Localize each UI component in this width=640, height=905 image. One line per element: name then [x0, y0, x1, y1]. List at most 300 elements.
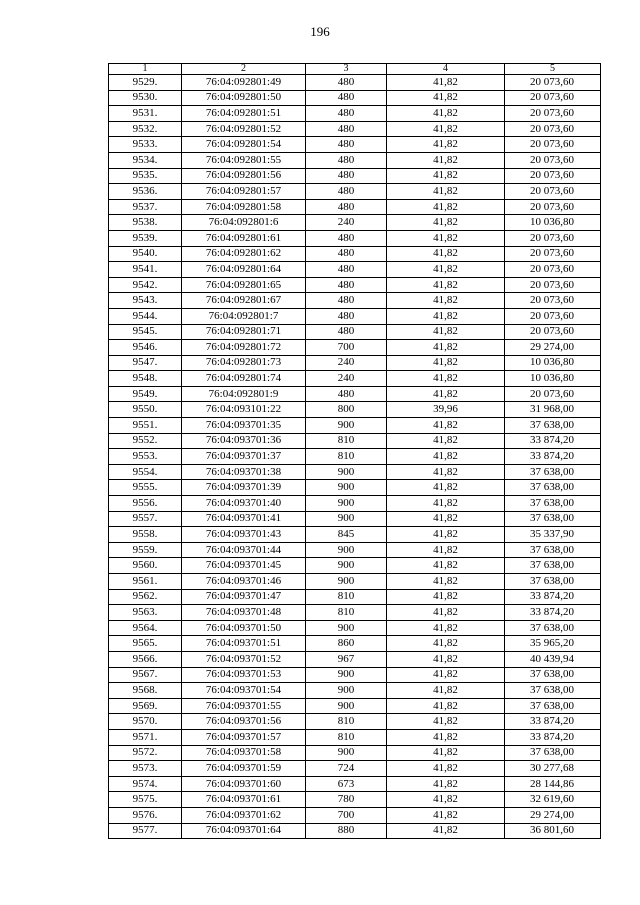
- table-row: [109, 464, 601, 480]
- rate-cell: 41,82: [387, 636, 505, 652]
- row-number-cell: 9561.: [109, 574, 182, 590]
- cadastral-number-cell: 76:04:092801:52: [182, 121, 306, 137]
- amount-cell: 32 619,60: [505, 792, 601, 808]
- area-cell: 900: [306, 511, 387, 527]
- area-cell: 800: [306, 402, 387, 418]
- table-row: [109, 698, 601, 714]
- rate-cell: 41,82: [387, 355, 505, 371]
- rate-cell: 41,82: [387, 729, 505, 745]
- table-row: [109, 262, 601, 278]
- table-row: [109, 511, 601, 527]
- row-number-cell: 9556.: [109, 496, 182, 512]
- area-cell: 900: [306, 745, 387, 761]
- amount-cell: 20 073,60: [505, 168, 601, 184]
- row-number-cell: 9529.: [109, 75, 182, 91]
- rate-cell: 41,82: [387, 651, 505, 667]
- data-table: [108, 63, 601, 839]
- amount-cell: 20 073,60: [505, 90, 601, 106]
- cadastral-number-cell: 76:04:093701:38: [182, 464, 306, 480]
- area-cell: 480: [306, 386, 387, 402]
- row-number-cell: 9537.: [109, 199, 182, 215]
- area-cell: 900: [306, 574, 387, 590]
- table-row: [109, 651, 601, 667]
- row-number-cell: 9566.: [109, 651, 182, 667]
- table-row: [109, 792, 601, 808]
- table-row: [109, 308, 601, 324]
- table-row: [109, 215, 601, 231]
- cadastral-number-cell: 76:04:092801:49: [182, 75, 306, 91]
- area-cell: 880: [306, 823, 387, 839]
- amount-cell: 37 638,00: [505, 464, 601, 480]
- area-cell: 480: [306, 106, 387, 122]
- rate-cell: 41,82: [387, 823, 505, 839]
- rate-cell: 41,82: [387, 262, 505, 278]
- table-row: [109, 277, 601, 293]
- amount-cell: 10 036,80: [505, 355, 601, 371]
- cadastral-number-cell: 76:04:092801:72: [182, 340, 306, 356]
- rate-cell: 41,82: [387, 698, 505, 714]
- rate-cell: 41,82: [387, 168, 505, 184]
- cadastral-number-cell: 76:04:093701:43: [182, 527, 306, 543]
- cadastral-number-cell: 76:04:093701:47: [182, 589, 306, 605]
- area-cell: 480: [306, 199, 387, 215]
- row-number-cell: 9552.: [109, 433, 182, 449]
- amount-cell: 37 638,00: [505, 667, 601, 683]
- table-row: [109, 527, 601, 543]
- row-number-cell: 9562.: [109, 589, 182, 605]
- cadastral-number-cell: 76:04:092801:9: [182, 386, 306, 402]
- table-row: [109, 433, 601, 449]
- table-body: [109, 75, 601, 839]
- amount-cell: 20 073,60: [505, 152, 601, 168]
- row-number-cell: 9543.: [109, 293, 182, 309]
- amount-cell: 36 801,60: [505, 823, 601, 839]
- rate-cell: 41,82: [387, 496, 505, 512]
- cadastral-number-cell: 76:04:093701:58: [182, 745, 306, 761]
- rate-cell: 41,82: [387, 184, 505, 200]
- row-number-cell: 9549.: [109, 386, 182, 402]
- row-number-cell: 9541.: [109, 262, 182, 278]
- table-row: [109, 246, 601, 262]
- rate-cell: 41,82: [387, 293, 505, 309]
- table-row: [109, 184, 601, 200]
- amount-cell: 20 073,60: [505, 137, 601, 153]
- area-cell: 673: [306, 776, 387, 792]
- table-row: [109, 683, 601, 699]
- table-row: [109, 496, 601, 512]
- amount-cell: 35 965,20: [505, 636, 601, 652]
- amount-cell: 20 073,60: [505, 246, 601, 262]
- table-row: [109, 418, 601, 434]
- rate-cell: 41,82: [387, 527, 505, 543]
- area-cell: 700: [306, 807, 387, 823]
- amount-cell: 20 073,60: [505, 293, 601, 309]
- row-number-cell: 9536.: [109, 184, 182, 200]
- rate-cell: 41,82: [387, 574, 505, 590]
- area-cell: 240: [306, 215, 387, 231]
- row-number-cell: 9539.: [109, 230, 182, 246]
- rate-cell: 41,82: [387, 807, 505, 823]
- area-cell: 480: [306, 184, 387, 200]
- row-number-cell: 9573.: [109, 761, 182, 777]
- amount-cell: 37 638,00: [505, 511, 601, 527]
- row-number-cell: 9548.: [109, 371, 182, 387]
- table-header: [109, 64, 601, 75]
- rate-cell: 41,82: [387, 464, 505, 480]
- cadastral-number-cell: 76:04:092801:58: [182, 199, 306, 215]
- cadastral-number-cell: 76:04:093701:39: [182, 480, 306, 496]
- cadastral-number-cell: 76:04:093101:22: [182, 402, 306, 418]
- table-row: [109, 121, 601, 137]
- table-row: [109, 402, 601, 418]
- cadastral-number-cell: 76:04:093701:45: [182, 558, 306, 574]
- table-row: [109, 324, 601, 340]
- rate-cell: 41,82: [387, 761, 505, 777]
- rate-cell: 41,82: [387, 324, 505, 340]
- row-number-cell: 9567.: [109, 667, 182, 683]
- cadastral-number-cell: 76:04:092801:67: [182, 293, 306, 309]
- cadastral-number-cell: 76:04:092801:71: [182, 324, 306, 340]
- amount-cell: 29 274,00: [505, 807, 601, 823]
- row-number-cell: 9533.: [109, 137, 182, 153]
- cadastral-number-cell: 76:04:092801:74: [182, 371, 306, 387]
- table-row: [109, 667, 601, 683]
- table-row: [109, 729, 601, 745]
- rate-cell: 41,82: [387, 480, 505, 496]
- table-row: [109, 574, 601, 590]
- area-cell: 240: [306, 371, 387, 387]
- area-cell: 700: [306, 340, 387, 356]
- cadastral-number-cell: 76:04:093701:55: [182, 698, 306, 714]
- table-row: [109, 137, 601, 153]
- table-row: [109, 293, 601, 309]
- rate-cell: 41,82: [387, 246, 505, 262]
- row-number-cell: 9544.: [109, 308, 182, 324]
- row-number-cell: 9557.: [109, 511, 182, 527]
- area-cell: 900: [306, 620, 387, 636]
- cadastral-number-cell: 76:04:092801:62: [182, 246, 306, 262]
- amount-cell: 37 638,00: [505, 698, 601, 714]
- rate-cell: 39,96: [387, 402, 505, 418]
- rate-cell: 41,82: [387, 589, 505, 605]
- row-number-cell: 9532.: [109, 121, 182, 137]
- row-number-cell: 9575.: [109, 792, 182, 808]
- table-row: [109, 776, 601, 792]
- amount-cell: 31 968,00: [505, 402, 601, 418]
- area-cell: 480: [306, 246, 387, 262]
- table-row: [109, 589, 601, 605]
- rate-cell: 41,82: [387, 418, 505, 434]
- area-cell: 900: [306, 496, 387, 512]
- table-row: [109, 168, 601, 184]
- area-cell: 860: [306, 636, 387, 652]
- amount-cell: 33 874,20: [505, 449, 601, 465]
- area-cell: 810: [306, 449, 387, 465]
- row-number-cell: 9555.: [109, 480, 182, 496]
- table-row: [109, 340, 601, 356]
- amount-cell: 37 638,00: [505, 542, 601, 558]
- cadastral-number-cell: 76:04:092801:57: [182, 184, 306, 200]
- row-number-cell: 9546.: [109, 340, 182, 356]
- row-number-cell: 9570.: [109, 714, 182, 730]
- cadastral-number-cell: 76:04:093701:51: [182, 636, 306, 652]
- table-row: [109, 75, 601, 91]
- table-row: [109, 106, 601, 122]
- page-number: 196: [310, 24, 330, 39]
- table-row: [109, 807, 601, 823]
- area-cell: 900: [306, 558, 387, 574]
- row-number-cell: 9576.: [109, 807, 182, 823]
- area-cell: 480: [306, 308, 387, 324]
- area-cell: 900: [306, 667, 387, 683]
- area-cell: 900: [306, 480, 387, 496]
- cadastral-number-cell: 76:04:092801:56: [182, 168, 306, 184]
- cadastral-number-cell: 76:04:093701:64: [182, 823, 306, 839]
- area-cell: 480: [306, 262, 387, 278]
- cadastral-number-cell: 76:04:093701:50: [182, 620, 306, 636]
- cadastral-number-cell: 76:04:093701:40: [182, 496, 306, 512]
- row-number-cell: 9554.: [109, 464, 182, 480]
- area-cell: 480: [306, 230, 387, 246]
- cadastral-number-cell: 76:04:092801:6: [182, 215, 306, 231]
- rate-cell: 41,82: [387, 106, 505, 122]
- amount-cell: 20 073,60: [505, 277, 601, 293]
- row-number-cell: 9535.: [109, 168, 182, 184]
- row-number-cell: 9572.: [109, 745, 182, 761]
- table-row: [109, 355, 601, 371]
- row-number-cell: 9564.: [109, 620, 182, 636]
- row-number-cell: 9558.: [109, 527, 182, 543]
- row-number-cell: 9550.: [109, 402, 182, 418]
- row-number-cell: 9571.: [109, 729, 182, 745]
- amount-cell: 37 638,00: [505, 574, 601, 590]
- table-row: [109, 199, 601, 215]
- cadastral-number-cell: 76:04:093701:60: [182, 776, 306, 792]
- row-number-cell: 9568.: [109, 683, 182, 699]
- column-header-5: 5: [505, 64, 601, 75]
- cadastral-number-cell: 76:04:092801:64: [182, 262, 306, 278]
- column-header-3: 3: [306, 64, 387, 75]
- table-row: [109, 620, 601, 636]
- table-row: [109, 90, 601, 106]
- rate-cell: 41,82: [387, 90, 505, 106]
- area-cell: 480: [306, 293, 387, 309]
- amount-cell: 37 638,00: [505, 620, 601, 636]
- amount-cell: 28 144,86: [505, 776, 601, 792]
- table-row: [109, 371, 601, 387]
- rate-cell: 41,82: [387, 511, 505, 527]
- table-row: [109, 152, 601, 168]
- cadastral-number-cell: 76:04:092801:51: [182, 106, 306, 122]
- rate-cell: 41,82: [387, 340, 505, 356]
- cadastral-number-cell: 76:04:093701:41: [182, 511, 306, 527]
- amount-cell: 37 638,00: [505, 496, 601, 512]
- amount-cell: 40 439,94: [505, 651, 601, 667]
- rate-cell: 41,82: [387, 620, 505, 636]
- rate-cell: 41,82: [387, 277, 505, 293]
- rate-cell: 41,82: [387, 152, 505, 168]
- amount-cell: 10 036,80: [505, 371, 601, 387]
- amount-cell: 20 073,60: [505, 230, 601, 246]
- amount-cell: 20 073,60: [505, 184, 601, 200]
- cadastral-number-cell: 76:04:093701:36: [182, 433, 306, 449]
- cadastral-number-cell: 76:04:093701:48: [182, 605, 306, 621]
- area-cell: 810: [306, 605, 387, 621]
- row-number-cell: 9563.: [109, 605, 182, 621]
- table-row: [109, 558, 601, 574]
- table-row: [109, 386, 601, 402]
- table-row: [109, 480, 601, 496]
- table-row: [109, 745, 601, 761]
- header-row: [109, 64, 601, 75]
- amount-cell: 29 274,00: [505, 340, 601, 356]
- cadastral-number-cell: 76:04:093701:54: [182, 683, 306, 699]
- amount-cell: 20 073,60: [505, 106, 601, 122]
- rate-cell: 41,82: [387, 449, 505, 465]
- cadastral-number-cell: 76:04:093701:61: [182, 792, 306, 808]
- rate-cell: 41,82: [387, 683, 505, 699]
- cadastral-number-cell: 76:04:093701:46: [182, 574, 306, 590]
- cadastral-number-cell: 76:04:092801:73: [182, 355, 306, 371]
- cadastral-number-cell: 76:04:092801:54: [182, 137, 306, 153]
- area-cell: 480: [306, 152, 387, 168]
- column-header-1: 1: [109, 64, 182, 75]
- rate-cell: 41,82: [387, 308, 505, 324]
- table-row: [109, 605, 601, 621]
- cadastral-number-cell: 76:04:092801:65: [182, 277, 306, 293]
- cadastral-number-cell: 76:04:093701:37: [182, 449, 306, 465]
- amount-cell: 37 638,00: [505, 745, 601, 761]
- row-number-cell: 9560.: [109, 558, 182, 574]
- row-number-cell: 9569.: [109, 698, 182, 714]
- cadastral-number-cell: 76:04:092801:55: [182, 152, 306, 168]
- area-cell: 480: [306, 137, 387, 153]
- area-cell: 480: [306, 121, 387, 137]
- rate-cell: 41,82: [387, 386, 505, 402]
- row-number-cell: 9577.: [109, 823, 182, 839]
- cadastral-number-cell: 76:04:092801:7: [182, 308, 306, 324]
- amount-cell: 20 073,60: [505, 199, 601, 215]
- cadastral-number-cell: 76:04:092801:50: [182, 90, 306, 106]
- area-cell: 967: [306, 651, 387, 667]
- table-row: [109, 542, 601, 558]
- table-row: [109, 761, 601, 777]
- amount-cell: 20 073,60: [505, 75, 601, 91]
- area-cell: 480: [306, 168, 387, 184]
- row-number-cell: 9530.: [109, 90, 182, 106]
- rate-cell: 41,82: [387, 75, 505, 91]
- row-number-cell: 9547.: [109, 355, 182, 371]
- area-cell: 900: [306, 418, 387, 434]
- amount-cell: 33 874,20: [505, 433, 601, 449]
- area-cell: 810: [306, 433, 387, 449]
- cadastral-number-cell: 76:04:093701:56: [182, 714, 306, 730]
- amount-cell: 37 638,00: [505, 480, 601, 496]
- column-header-2: 2: [182, 64, 306, 75]
- area-cell: 240: [306, 355, 387, 371]
- rate-cell: 41,82: [387, 745, 505, 761]
- rate-cell: 41,82: [387, 371, 505, 387]
- rate-cell: 41,82: [387, 667, 505, 683]
- area-cell: 810: [306, 729, 387, 745]
- table-row: [109, 230, 601, 246]
- row-number-cell: 9551.: [109, 418, 182, 434]
- amount-cell: 20 073,60: [505, 262, 601, 278]
- row-number-cell: 9534.: [109, 152, 182, 168]
- column-header-4: 4: [387, 64, 505, 75]
- rate-cell: 41,82: [387, 433, 505, 449]
- rate-cell: 41,82: [387, 137, 505, 153]
- amount-cell: 37 638,00: [505, 558, 601, 574]
- amount-cell: 33 874,20: [505, 729, 601, 745]
- rate-cell: 41,82: [387, 230, 505, 246]
- amount-cell: 10 036,80: [505, 215, 601, 231]
- row-number-cell: 9545.: [109, 324, 182, 340]
- table-row: [109, 714, 601, 730]
- amount-cell: 20 073,60: [505, 121, 601, 137]
- amount-cell: 37 638,00: [505, 683, 601, 699]
- row-number-cell: 9565.: [109, 636, 182, 652]
- amount-cell: 35 337,90: [505, 527, 601, 543]
- area-cell: 900: [306, 542, 387, 558]
- rate-cell: 41,82: [387, 776, 505, 792]
- rate-cell: 41,82: [387, 199, 505, 215]
- cadastral-number-cell: 76:04:093701:44: [182, 542, 306, 558]
- area-cell: 780: [306, 792, 387, 808]
- area-cell: 900: [306, 698, 387, 714]
- area-cell: 900: [306, 464, 387, 480]
- cadastral-number-cell: 76:04:093701:52: [182, 651, 306, 667]
- row-number-cell: 9574.: [109, 776, 182, 792]
- cadastral-number-cell: 76:04:092801:61: [182, 230, 306, 246]
- area-cell: 480: [306, 75, 387, 91]
- rate-cell: 41,82: [387, 121, 505, 137]
- cadastral-number-cell: 76:04:093701:59: [182, 761, 306, 777]
- amount-cell: 33 874,20: [505, 605, 601, 621]
- table-row: [109, 449, 601, 465]
- area-cell: 810: [306, 714, 387, 730]
- rate-cell: 41,82: [387, 558, 505, 574]
- row-number-cell: 9531.: [109, 106, 182, 122]
- table-row: [109, 823, 601, 839]
- amount-cell: 33 874,20: [505, 589, 601, 605]
- area-cell: 480: [306, 324, 387, 340]
- amount-cell: 37 638,00: [505, 418, 601, 434]
- row-number-cell: 9559.: [109, 542, 182, 558]
- row-number-cell: 9553.: [109, 449, 182, 465]
- table-row: [109, 636, 601, 652]
- area-cell: 845: [306, 527, 387, 543]
- amount-cell: 20 073,60: [505, 308, 601, 324]
- cadastral-number-cell: 76:04:093701:62: [182, 807, 306, 823]
- row-number-cell: 9538.: [109, 215, 182, 231]
- area-cell: 480: [306, 277, 387, 293]
- row-number-cell: 9540.: [109, 246, 182, 262]
- area-cell: 724: [306, 761, 387, 777]
- amount-cell: 20 073,60: [505, 386, 601, 402]
- area-cell: 810: [306, 589, 387, 605]
- rate-cell: 41,82: [387, 542, 505, 558]
- cadastral-number-cell: 76:04:093701:35: [182, 418, 306, 434]
- cadastral-number-cell: 76:04:093701:53: [182, 667, 306, 683]
- rate-cell: 41,82: [387, 605, 505, 621]
- amount-cell: 20 073,60: [505, 324, 601, 340]
- row-number-cell: 9542.: [109, 277, 182, 293]
- area-cell: 480: [306, 90, 387, 106]
- amount-cell: 30 277,68: [505, 761, 601, 777]
- amount-cell: 33 874,20: [505, 714, 601, 730]
- rate-cell: 41,82: [387, 714, 505, 730]
